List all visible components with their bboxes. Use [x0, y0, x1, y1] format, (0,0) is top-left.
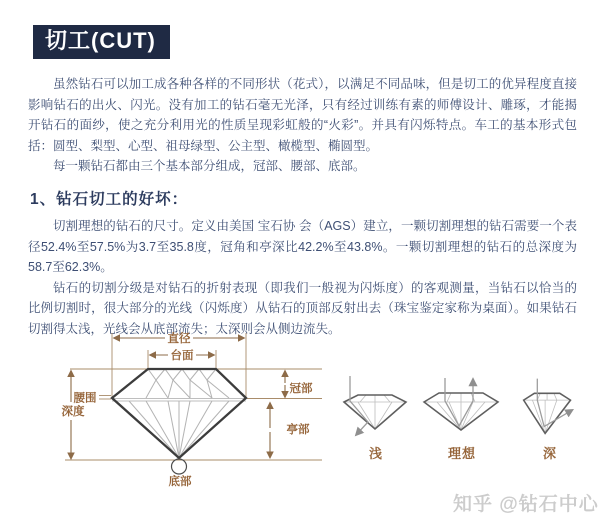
cut-label-deep: 深 [542, 446, 557, 461]
cut-deep [508, 372, 592, 462]
watermark: 知乎 @钻石中心 [453, 494, 599, 515]
diamond-anatomy-diagram [55, 328, 335, 490]
facets [344, 395, 406, 429]
cut-ideal [418, 372, 506, 462]
intro-paragraph-2: 每一颗钻石都由三个基本部分组成，冠部、腰部、底部。 [53, 159, 366, 173]
intro-paragraph-1: 虽然钻石可以加工成各种各样的不同形状（花式），以满足不同品味，但是切工的优异程度直接影响钻石的出火、闪光。没有加工的钻石毫无光泽，只有经过训练有素的师傅设计、雕琢，才能揭开钻石的面纱，使之充分利用光的性质呈现彩虹般的“火彩”。并具有闪烁特点。车工的基本形式包括：圆型、梨型、心型、祖母绿型、公主型、橄榄型、椭圆型。 [28, 77, 577, 153]
label-diameter: 直径 [167, 333, 191, 345]
page-title: 切工(CUT) [33, 25, 170, 59]
label-culet: 底部 [168, 476, 192, 488]
section-paragraph-1: 切割理想的钻石的尺寸。定义由美国 宝石协 会（AGS）建立，一颗切割理想的钻石需要一个表径52.4%至57.5%为3.7至35.8度，冠角和亭深比42.2%至43.8%。一颗切割理想的钻石的总深度为58.7至62.3%。 [28, 219, 577, 274]
intro-text [28, 74, 577, 177]
cut-label-ideal: 理想 [447, 446, 476, 461]
girdle-band [112, 399, 246, 402]
culet-circle [172, 459, 187, 474]
section-text [28, 216, 577, 339]
diamond-diagram-area [0, 325, 600, 500]
section-heading: 1、钻石切工的好坏： [30, 191, 189, 208]
cut-comparison-group [336, 372, 592, 462]
label-crown: 冠部 [289, 383, 313, 395]
cut-shallow [336, 372, 416, 462]
crown-facets [146, 369, 229, 398]
pavilion-facets [129, 401, 229, 458]
label-girdle: 腰围 [73, 392, 97, 405]
cut-label-shallow: 浅 [368, 446, 383, 461]
light-ray-escaping-bottom [350, 376, 368, 435]
facets [424, 393, 498, 430]
label-pavilion: 亭部 [286, 424, 310, 436]
deep-cut-diagram [508, 372, 592, 440]
facets [524, 393, 571, 433]
label-depth: 深度 [61, 406, 85, 418]
label-table: 台面 [170, 350, 194, 362]
ideal-cut-diagram [418, 372, 506, 440]
section-paragraph-2: 钻石的切割分级是对钻石的折射表现（即我们一般视为闪烁度）的客观测量，当钻石以恰当的比例切割时，很大部分的光线（闪烁度）从钻石的顶部反射出去（珠宝鉴定家称为桌面）。如果钻石切割得太浅，光线会从底部流失；太深则会从侧边流失。 [28, 280, 577, 336]
shallow-cut-diagram [336, 372, 416, 440]
